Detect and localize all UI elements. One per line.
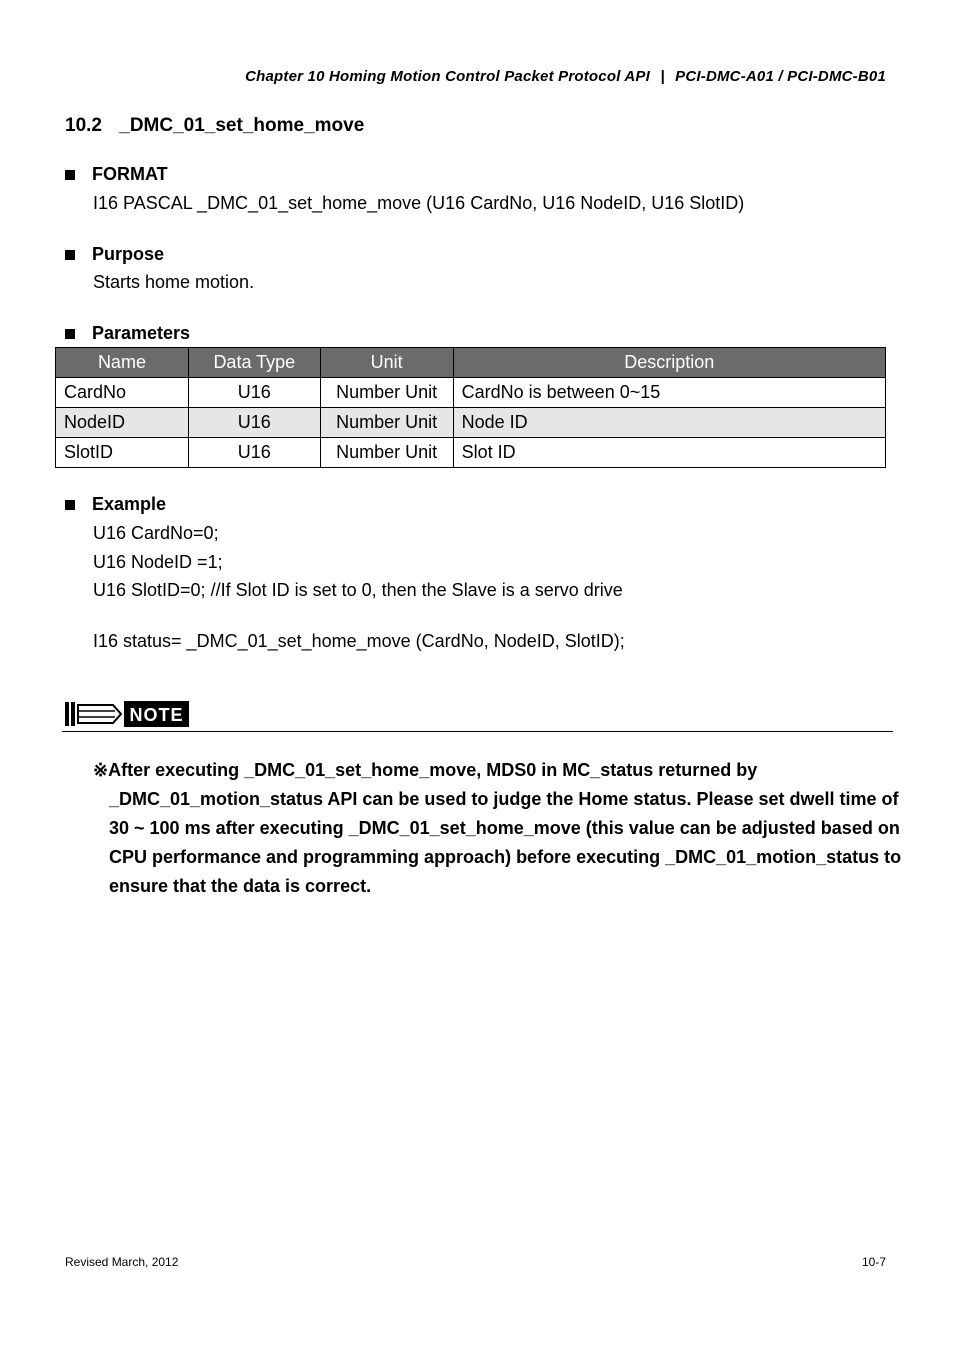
section-function-name: _DMC_01_set_home_move [119, 115, 365, 136]
square-bullet-icon [65, 329, 75, 339]
header-product: PCI-DMC-A01 / PCI-DMC-B01 [675, 68, 886, 85]
table-row [56, 408, 886, 438]
header-separator: | [660, 68, 665, 85]
cell-unit: Number Unit [320, 378, 453, 408]
cell-description: CardNo is between 0~15 [453, 378, 885, 408]
parameters-table [55, 347, 886, 468]
purpose-heading [65, 244, 164, 265]
section-title [65, 115, 364, 137]
purpose-heading-label: Purpose [92, 244, 165, 264]
format-heading-label: FORMAT [92, 164, 168, 184]
cell-unit: Number Unit [320, 438, 453, 468]
example-line-2: U16 NodeID =1; [93, 552, 223, 572]
square-bullet-icon [65, 170, 75, 180]
example-line-3: U16 SlotID=0; //If Slot ID is set to 0, then the Slave is a servo drive [93, 580, 623, 600]
parameters-heading [65, 323, 190, 344]
column-header-data-type: Data Type [188, 348, 320, 378]
example-heading-label: Example [92, 494, 167, 514]
cell-name: NodeID [56, 408, 189, 438]
example-heading [65, 494, 166, 515]
example-line-4: I16 status= _DMC_01_set_home_move (CardNo, NodeID, SlotID); [93, 631, 625, 651]
table-row [56, 378, 886, 408]
example-line-1: U16 CardNo=0; [93, 523, 219, 543]
running-header [245, 68, 886, 85]
column-header-unit: Unit [320, 348, 453, 378]
format-signature: I16 PASCAL _DMC_01_set_home_move (U16 CardNo, U16 NodeID, U16 SlotID) [93, 193, 745, 213]
cell-data-type: U16 [188, 408, 320, 438]
cell-data-type: U16 [188, 378, 320, 408]
purpose-text: Starts home motion. [93, 272, 255, 292]
note-text: ※After executing _DMC_01_set_home_move, MDS0 in MC_status returned by _DMC_01_motion_status API can be used to judge the Home status. Please set dwell time of 30 ~ 100 ms after executing _DMC_01_set_home_move (this value can be adjusted based on CPU performance and programming approach) before executing _DMC_01_motion_status to ensure that the data is correct. [93, 760, 902, 896]
footer-revised: Revised March, 2012 [65, 1255, 179, 1269]
cell-description: Node ID [453, 408, 885, 438]
cell-unit: Number Unit [320, 408, 453, 438]
column-header-name: Name [56, 348, 189, 378]
cell-data-type: U16 [188, 438, 320, 468]
section-number: 10.2 [65, 115, 102, 136]
format-heading [65, 164, 168, 185]
footer-page-number: 10-7 [861, 1255, 886, 1269]
square-bullet-icon [65, 500, 75, 510]
table-header-row [56, 348, 886, 378]
note-label: NOTE [129, 705, 184, 725]
table-row [56, 438, 886, 468]
column-header-description: Description [453, 348, 885, 378]
cell-name: SlotID [56, 438, 189, 468]
square-bullet-icon [65, 250, 75, 260]
parameters-heading-label: Parameters [92, 323, 191, 343]
header-chapter: Chapter 10 Homing Motion Control Packet Protocol API [245, 68, 650, 85]
cell-name: CardNo [56, 378, 189, 408]
note-icon [65, 700, 189, 728]
note-divider [62, 731, 893, 732]
cell-description: Slot ID [453, 438, 885, 468]
